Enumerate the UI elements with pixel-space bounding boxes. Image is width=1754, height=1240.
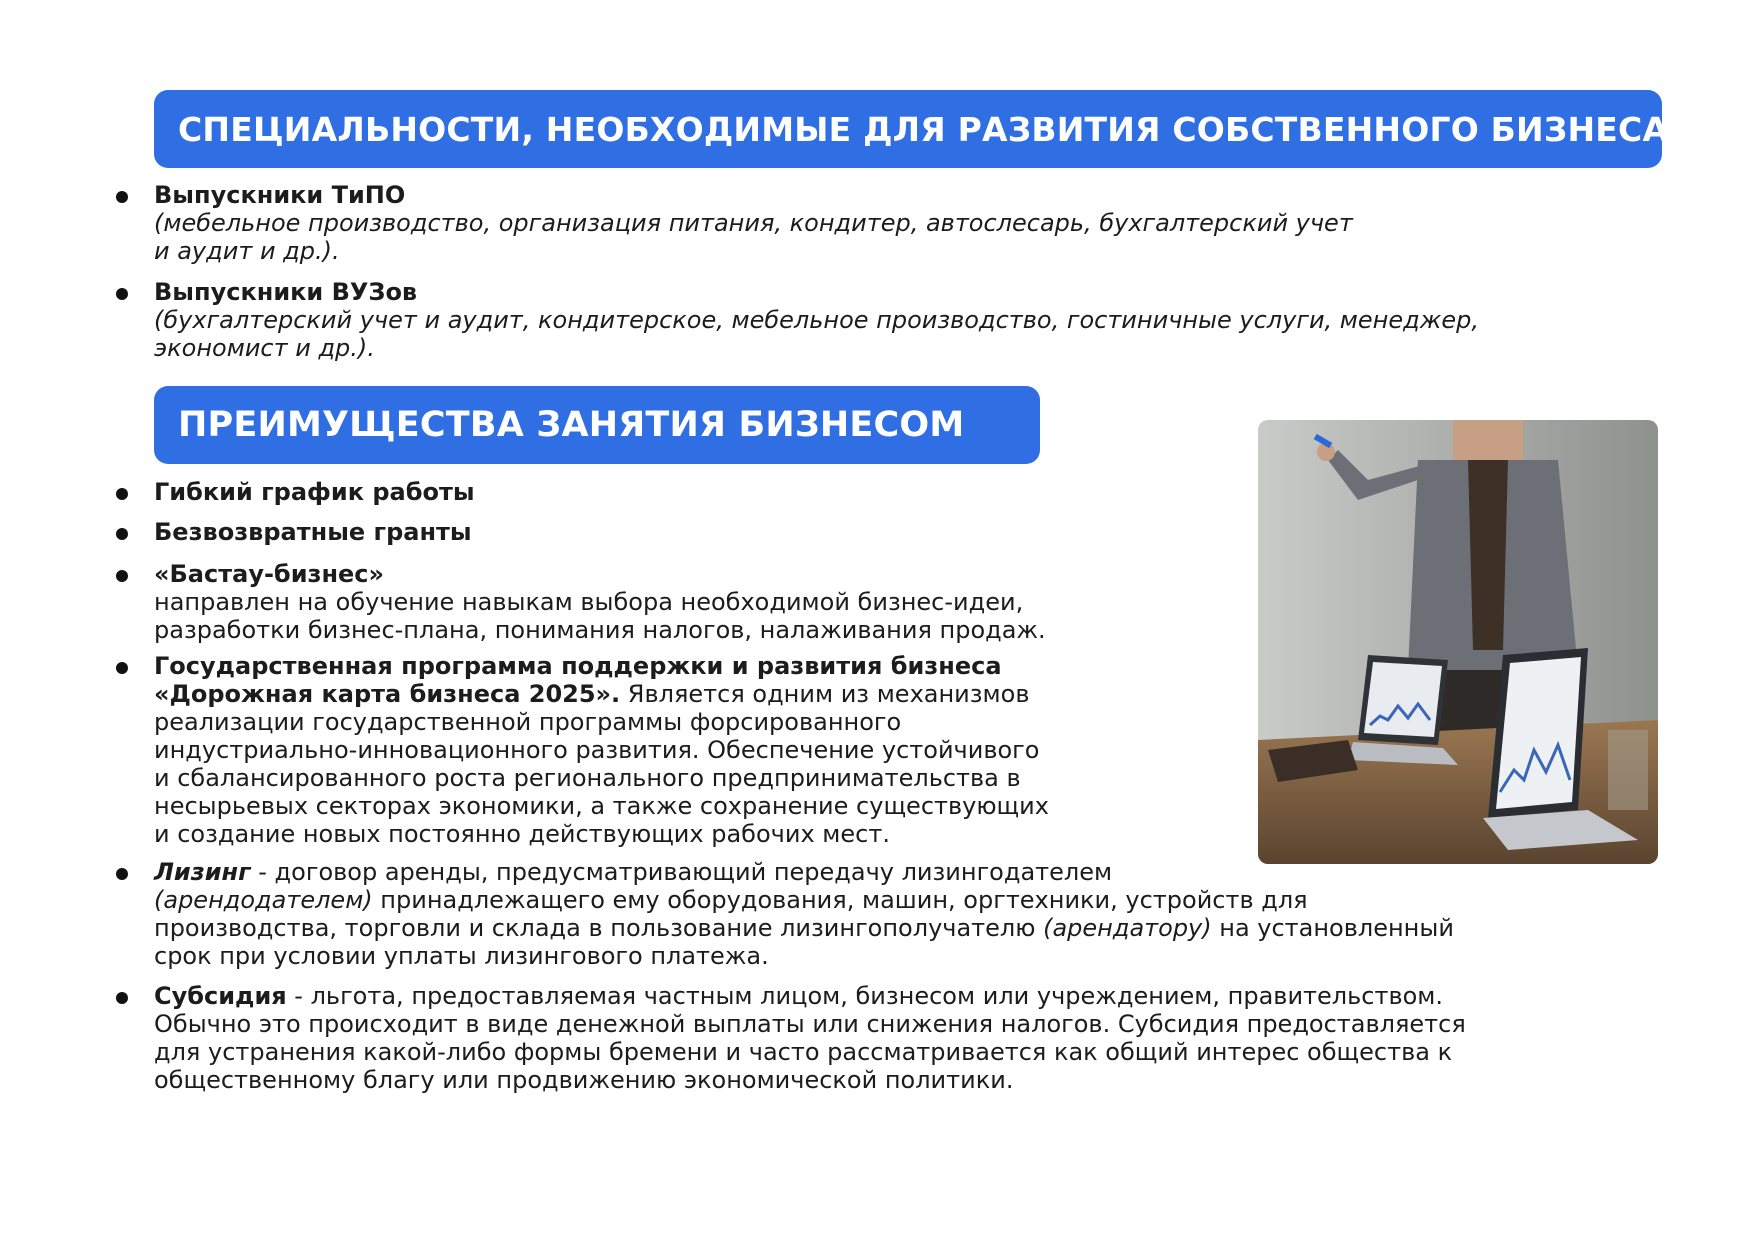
bastau-text: направлен на обучение навыкам выбора необходимой бизнес-идеи,	[154, 588, 1024, 616]
leasing-text: (арендодателем)	[154, 886, 373, 914]
program-text: Является одним из механизмов	[620, 680, 1030, 708]
subsidy-heading: Субсидия	[154, 982, 287, 1010]
leasing-text: на установленный	[1211, 914, 1454, 942]
leasing-text: принадлежащего ему оборудования, машин, оргтехники, устройств для	[372, 886, 1308, 914]
leasing-text: производства, торговли и склада в пользование лизингополучателю	[154, 914, 1044, 942]
list-item	[110, 652, 1670, 848]
advantages-banner	[154, 386, 1040, 464]
program-text: несырьевых секторах экономики, а также сохранение существующих	[154, 792, 1049, 820]
subsidy-line	[154, 982, 1670, 1010]
specialties-list	[110, 181, 1670, 375]
list-item	[110, 560, 1670, 644]
list-item	[110, 478, 1670, 506]
leasing-text: срок при условии уплаты лизингового платежа.	[154, 942, 769, 970]
list-item	[110, 858, 1670, 970]
bullet-icon	[116, 868, 128, 880]
bastau-heading: «Бастау-бизнес»	[154, 560, 385, 588]
program-line	[154, 680, 1670, 708]
leasing-heading: Лизинг	[154, 858, 251, 886]
bullet-icon	[116, 662, 128, 674]
advantages-title: ПРЕИМУЩЕСТВА ЗАНЯТИЯ БИЗНЕСОМ	[178, 405, 965, 445]
program-text: индустриально-инновационного развития. Обеспечение устойчивого	[154, 736, 1040, 764]
program-text: и создание новых постоянно действующих рабочих мест.	[154, 820, 890, 848]
list-item	[110, 181, 1670, 265]
item-heading: Выпускники ВУЗов	[154, 278, 418, 306]
program-heading: Государственная программа поддержки и развития бизнеса	[154, 652, 1002, 680]
bastau-text: разработки бизнес-плана, понимания налогов, налаживания продаж.	[154, 616, 1046, 644]
leasing-line	[154, 914, 1670, 942]
grants: Безвозвратные гранты	[154, 518, 472, 546]
program-text: реализации государственной программы форсированного	[154, 708, 902, 736]
list-item	[110, 518, 1670, 546]
leasing-text: - договор аренды, предусматривающий передачу лизингодателем	[250, 858, 1113, 886]
bullet-icon	[116, 191, 128, 203]
bullet-icon	[116, 528, 128, 540]
item-heading: Выпускники ТиПО	[154, 181, 406, 209]
item-note: экономист и др.).	[154, 334, 375, 362]
leasing-line	[154, 886, 1670, 914]
item-note: и аудит и др.).	[154, 237, 340, 265]
flexible-schedule: Гибкий график работы	[154, 478, 475, 506]
item-note: (мебельное производство, организация питания, кондитер, автослесарь, бухгалтерский учет	[154, 209, 1353, 237]
subsidy-text: для устранения какой-либо формы бремени и часто рассматривается как общий интерес общества к	[154, 1038, 1453, 1066]
item-note: (бухгалтерский учет и аудит, кондитерское, мебельное производство, гостиничные услуги, менеджер,	[154, 306, 1479, 334]
program-roadmap-title: «Дорожная карта бизнеса 2025».	[154, 680, 621, 708]
bullet-icon	[116, 488, 128, 500]
leasing-line	[154, 858, 1670, 886]
bullet-icon	[116, 992, 128, 1004]
bullet-icon	[116, 288, 128, 300]
specialties-title: СПЕЦИАЛЬНОСТИ, НЕОБХОДИМЫЕ ДЛЯ РАЗВИТИЯ СОБСТВЕННОГО БИЗНЕСА	[178, 109, 1669, 149]
leasing-text: (арендатору)	[1043, 914, 1212, 942]
list-item	[110, 278, 1670, 362]
bullet-icon	[116, 570, 128, 582]
list-item	[110, 982, 1670, 1094]
subsidy-text: общественному благу или продвижению экономической политики.	[154, 1066, 1014, 1094]
advantages-list	[110, 478, 1670, 1094]
specialties-banner	[154, 90, 1669, 168]
subsidy-text: - льгота, предоставляемая частным лицом, бизнесом или учреждением, правительством.	[286, 982, 1444, 1010]
subsidy-text: Обычно это происходит в виде денежной выплаты или снижения налогов. Субсидия предоставляется	[154, 1010, 1466, 1038]
program-text: и сбалансированного роста регионального предпринимательства в	[154, 764, 1021, 792]
